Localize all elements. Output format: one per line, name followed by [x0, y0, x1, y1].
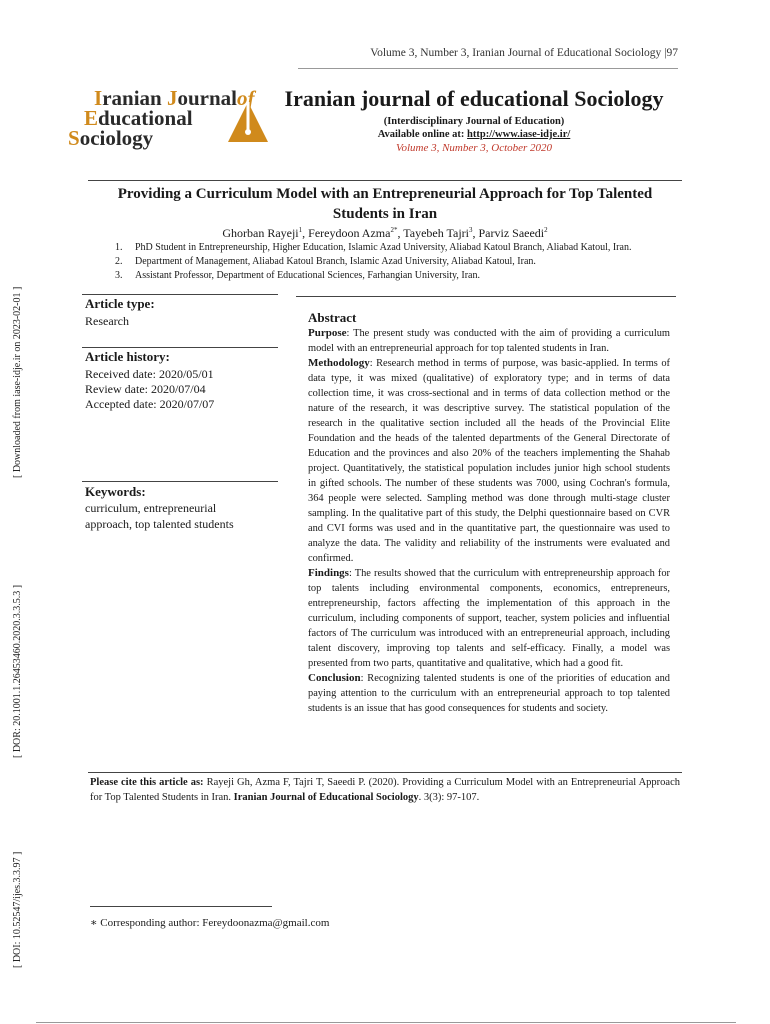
abstract-heading: Abstract — [308, 310, 357, 325]
downloaded-stamp: [ Downloaded from iase-idje.ir on 2023-02-01 ] — [12, 286, 23, 478]
abstract-methodology: Methodology: Research method in terms of purpose, was basic-applied. In terms of data type, it was mixed (qualitative) of exploratory type; and in terms of data collection time, it was cross-sectional and in terms of data collection method or the nature of the research, it was descriptive survey. The statistical population of the research in the qualitative section included all the heads of the Provincial Elite Foundation and the heads of the talented departments of the General Directorate of Education and the provinces and also 20% of the teachers implementing the Shahab project. Quantitatively, the statistical population includes junior high school students in gifted schools. The number of these students was 7000, using Cochran's formula, 364 people were selected. Sampling method was done through multi-stage cluster sampling. In the qualitative part of this study, the Delphi questionnaire based on CVR and CVI forms was used and in the quantitative part, the questionnaire was used to analyze the data. The validity and reliability of the instruments were evaluated and confirmed. — [308, 357, 670, 564]
abstract-findings: Findings: The results showed that the curriculum with entrepreneurship approach for top talents including environmental components, economics, entrepreneurs, entrepreneurship, factors affecting the implementation of this approach in the curriculum, including components of support, teacher, system policies and influential factors of The curriculum was introduced with an entrepreneurial approach, including talent discovery, improving top talents and self-efficacy. Finally, a model was presented from two parts, quantitative and qualitative, which had a good fit. — [308, 567, 670, 669]
keywords-line: approach, top talented students — [85, 517, 234, 531]
article-type-value: Research — [85, 314, 129, 328]
logo-line-1: Iranian Journalof — [94, 86, 255, 110]
affiliation: 2. Department of Management, Aliabad Katoul Branch, Islamic Azad University, Aliabad Katoul, Iran. — [115, 256, 536, 267]
citation: Please cite this article as: Rayeji Gh, Azma F, Tajri T, Saeedi P. (2020). Providing a Curriculum Model with an Entrepreneurial Approach for Top Talented Students in Iran. Iranian Journal of Educational Sociology. 3(3): 97-107. — [90, 777, 680, 803]
abstract-body — [308, 326, 670, 716]
keywords-line: curriculum, entrepreneurial — [85, 501, 217, 515]
dor-stamp: [ DOR: 20.1001.1.26453460.2020.3.3.5.3 ] — [12, 584, 23, 758]
article-type-heading: Article type: — [85, 296, 155, 311]
affiliation: 3. Assistant Professor, Department of Educational Sciences, Farhangian University, Iran. — [115, 270, 480, 281]
keywords-heading: Keywords: — [85, 484, 146, 499]
author: Parviz Saeedi — [478, 226, 545, 240]
journal-url-link[interactable]: http://www.iase-idje.ir/ — [467, 129, 571, 140]
logo-line-3: Sociology — [68, 126, 154, 150]
author: Tayebeh Tajri — [403, 226, 469, 240]
article-title: Providing a Curriculum Model with an Entrepreneurial Approach for Top Talented Students in Iran — [117, 186, 653, 222]
pen-nib-icon — [218, 92, 278, 152]
corresponding-author-footnote: ∗ Corresponding author: Fereydoonazma@gmail.com — [90, 917, 330, 929]
sidebar-rule — [82, 481, 278, 482]
article-history-heading: Article history: — [85, 349, 170, 364]
author-list: Ghorban Rayeji$^1$, Fereydoon Azma$^{2*}$, Tayebeh Tajri$^3$, Parviz Saeedi$^2$ — [222, 226, 548, 240]
running-head: Volume 3, Number 3, Iranian Journal of Educational Sociology |97 — [370, 47, 678, 59]
journal-title: Iranian journal of educational Sociology — [284, 86, 664, 111]
journal-subtitle: (Interdisciplinary Journal of Education) — [383, 116, 565, 127]
review-date: Review date: 2020/07/04 — [85, 382, 206, 396]
journal-online: Available online at: http://www.iase-idje.ir/ — [377, 129, 571, 140]
doi-stamp: [ DOI: 10.52547/ijes.3.3.97 ] — [12, 851, 23, 968]
accepted-date: Accepted date: 2020/07/07 — [85, 397, 215, 411]
page-bottom-rule — [36, 1022, 736, 1023]
header-rule — [298, 68, 678, 69]
citation-rule — [88, 772, 682, 773]
received-date: Received date: 2020/05/01 — [85, 367, 214, 381]
logo-line-2: Educational — [84, 106, 193, 130]
sidebar-rule — [82, 347, 278, 348]
author: Ghorban Rayeji — [222, 226, 299, 240]
sidebar-rule — [82, 294, 278, 295]
footnote-rule — [90, 906, 272, 907]
title-rule — [88, 180, 682, 181]
affiliation: 1. PhD Student in Entrepreneurship, Higher Education, Islamic Azad University, Aliabad Katoul Branch, Aliabad Katoul, Iran. — [115, 242, 632, 253]
abstract-conclusion: Conclusion: Recognizing talented students is one of the priorities of education and paying attention to the curriculum with an entrepreneurial approach to top talented students is an issue that has good consequences for students and society. — [308, 672, 670, 714]
abstract-purpose: Purpose: The present study was conducted with the aim of providing a curriculum model with an entrepreneurial approach for top talented students in Iran. — [308, 327, 670, 354]
journal-logo — [68, 86, 268, 152]
journal-volume: Volume 3, Number 3, October 2020 — [395, 142, 553, 154]
abstract-rule — [296, 296, 676, 297]
author: Fereydoon Azma — [308, 226, 391, 240]
